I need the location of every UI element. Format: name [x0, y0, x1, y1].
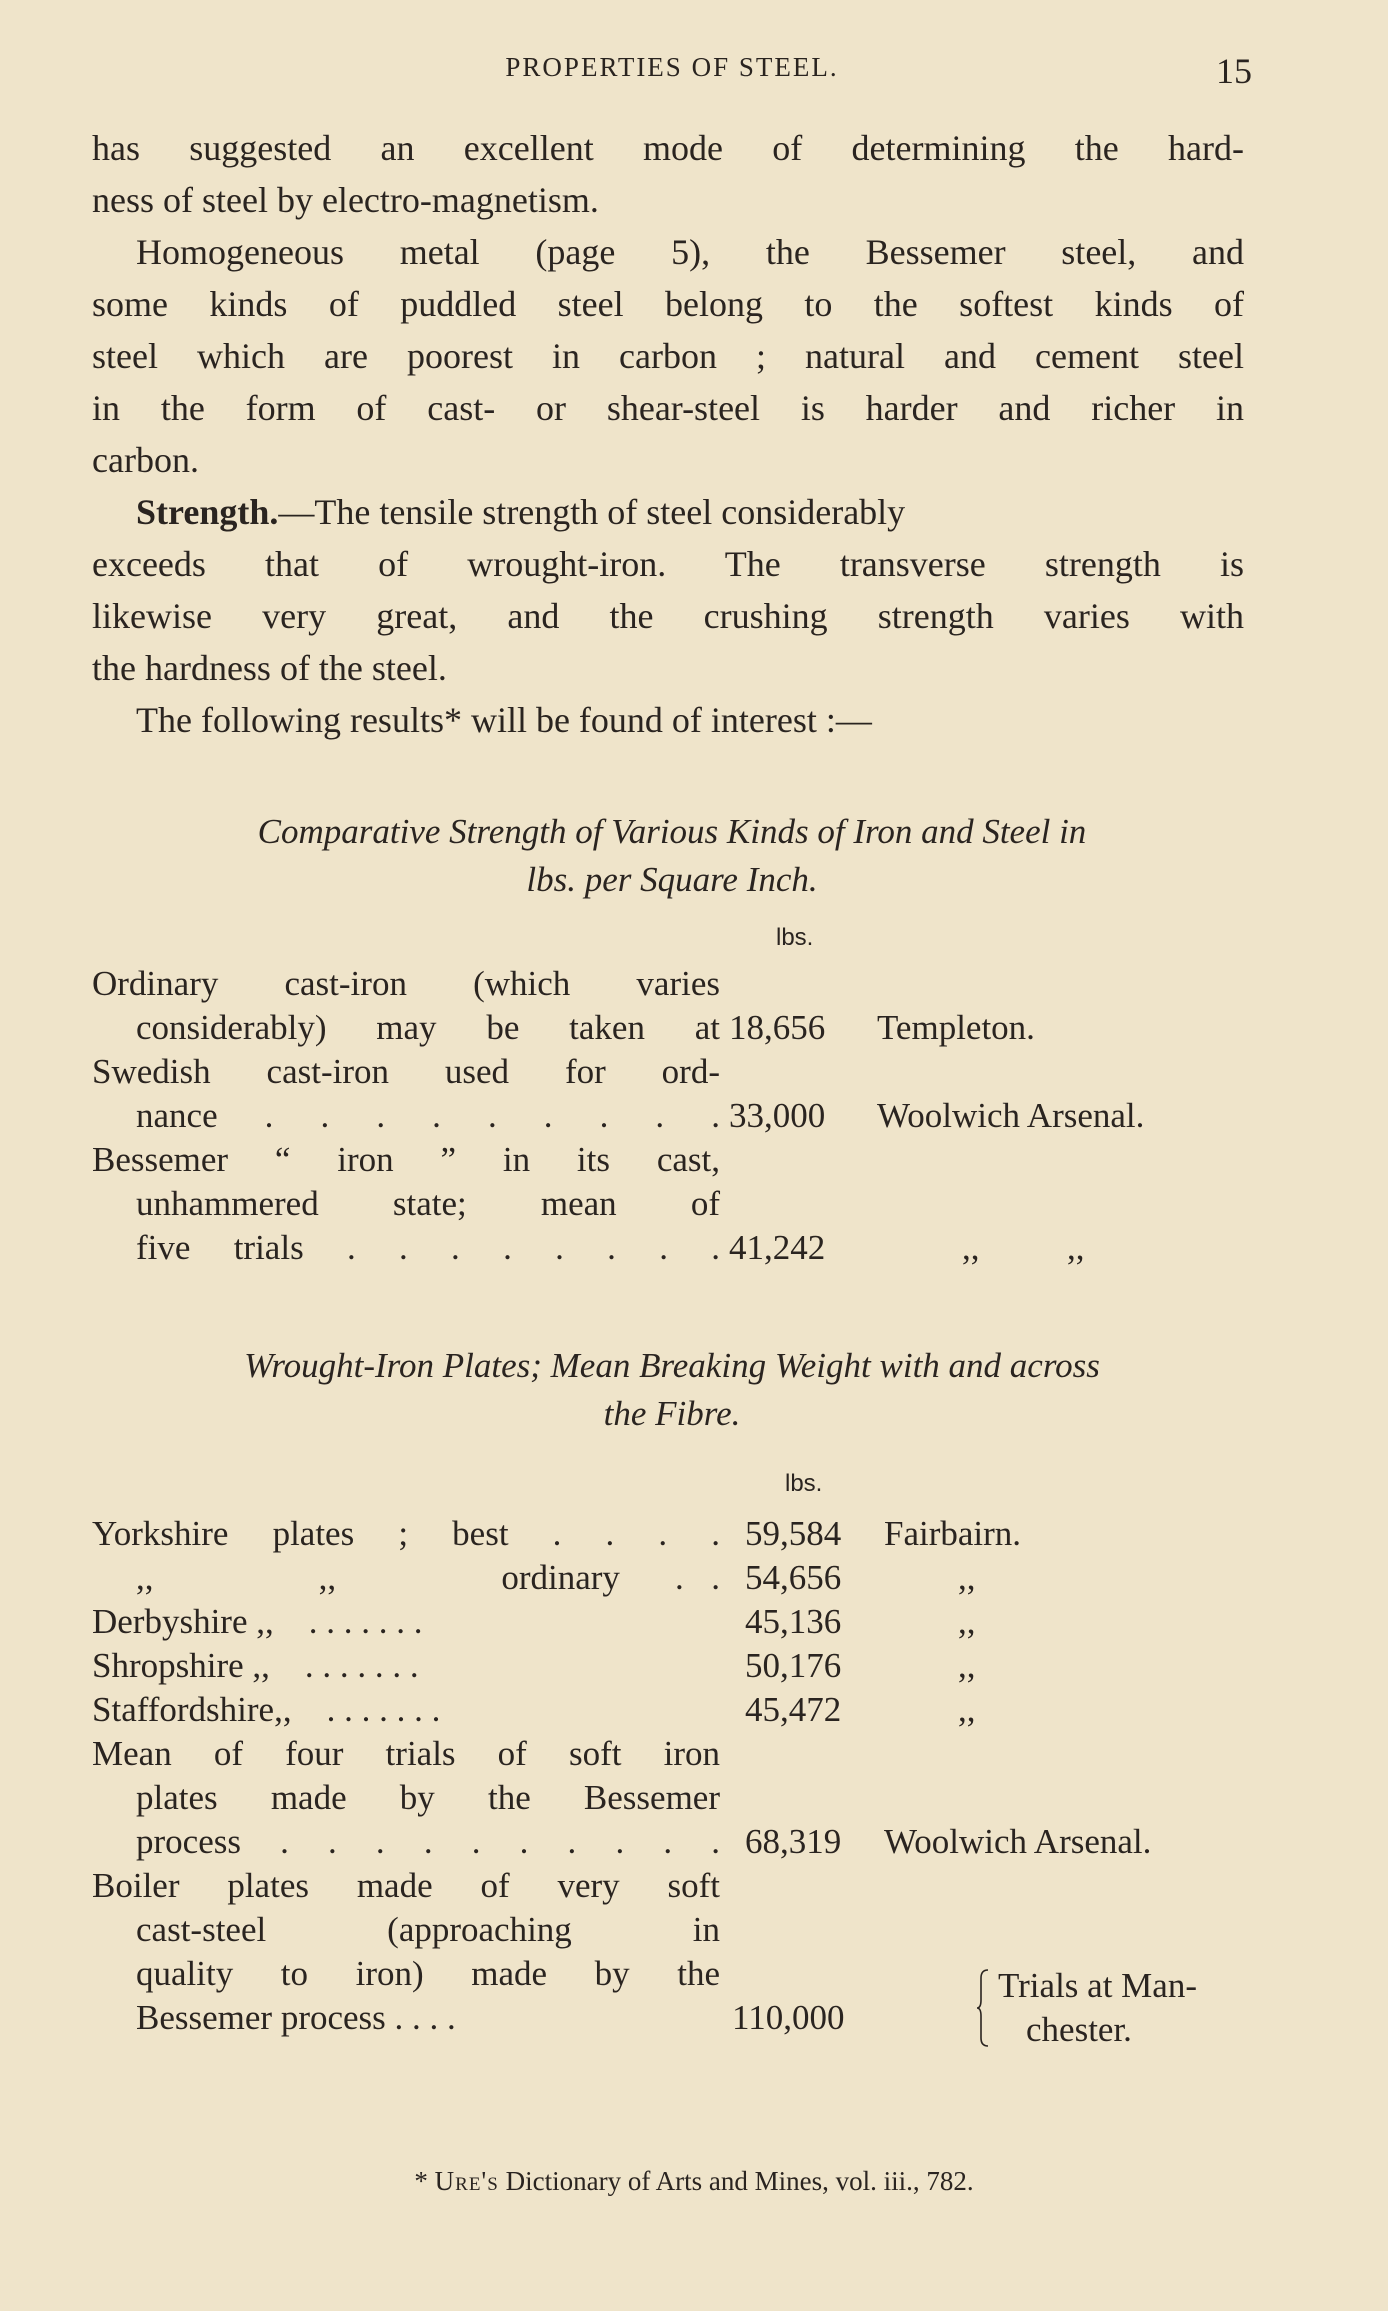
row-label: ,, ,, ordinary . .: [136, 1558, 720, 1597]
table1: [92, 962, 1252, 1270]
table2-caption-line2: the Fibre.: [603, 1394, 741, 1433]
row-value: 59,584: [745, 1514, 842, 1553]
row-source: Fairbairn.: [884, 1514, 1022, 1553]
strength-heading: Strength.: [136, 492, 279, 532]
body-line: steel which are poorest in carbon ; natural and cement steel: [92, 336, 1244, 376]
footnote-marker: *: [414, 2166, 428, 2196]
table1-caption-line1: Comparative Strength of Various Kinds of Iron and Steel in: [257, 812, 1087, 851]
row-source: Templeton.: [877, 1008, 1035, 1047]
body-line: the hardness of the steel.: [92, 648, 447, 688]
table-row: [92, 1600, 1252, 1644]
brace-note-line2: chester.: [1026, 2010, 1132, 2049]
table2-caption-line1: Wrought-Iron Plates; Mean Breaking Weight with and across: [244, 1346, 1100, 1385]
footnote-text: Dictionary of Arts and Mines, vol. iii., 782.: [505, 2166, 974, 2196]
row-value: 110,000: [732, 1998, 845, 2037]
table-row: [92, 1908, 1252, 1952]
table-row: [92, 1864, 1252, 1908]
body-line: ness of steel by electro-magnetism.: [92, 180, 599, 220]
row-source: Woolwich Arsenal.: [877, 1096, 1145, 1135]
table-row: [92, 1182, 1252, 1226]
row-value: 50,176: [745, 1646, 842, 1685]
row-value: 45,136: [745, 1602, 842, 1641]
footnote: [0, 2166, 1388, 2197]
row-label: Bessemer process . . . .: [136, 1998, 456, 2037]
row-value: 18,656: [729, 1008, 826, 1047]
row-label: five trials . . . . . . . .: [136, 1228, 720, 1267]
table1-unit: lbs.: [776, 924, 814, 951]
row-label: unhammered state; mean of: [136, 1184, 720, 1223]
row-label: plates made by the Bessemer: [136, 1778, 720, 1817]
body-line: has suggested an excellent mode of determining the hard-: [92, 128, 1244, 168]
row-label: cast-steel (approaching in: [136, 1910, 720, 1949]
row-label: considerably) may be taken at: [136, 1008, 720, 1047]
row-source: ,,: [958, 1646, 976, 1685]
row-label: Staffordshire,, . . . . . . .: [92, 1690, 441, 1729]
row-label: Ordinary cast-iron (which varies: [92, 964, 720, 1003]
running-head: PROPERTIES OF STEEL.: [505, 52, 839, 82]
page-header: [92, 50, 1252, 90]
row-value: 68,319: [745, 1822, 842, 1861]
table2-unit: lbs.: [785, 1470, 823, 1497]
table1-caption: [92, 808, 1252, 904]
body-line: carbon.: [92, 440, 199, 480]
table-row: [92, 1512, 1252, 1556]
table-row: [92, 1138, 1252, 1182]
table-row: [92, 1820, 1252, 1864]
row-source: ,,: [958, 1690, 976, 1729]
row-source: ,,: [958, 1558, 976, 1597]
row-source: ,, ,,: [962, 1228, 1085, 1267]
row-label: Boiler plates made of very soft: [92, 1866, 720, 1905]
brace-note-text: [998, 1964, 1258, 2052]
row-label: nance . . . . . . . . .: [136, 1096, 720, 1135]
body-line: Homogeneous metal (page 5), the Bessemer steel, and: [136, 232, 1244, 272]
row-label: Bessemer “ iron ” in its cast,: [92, 1140, 720, 1179]
table-row: [92, 1050, 1252, 1094]
table1-caption-line2: lbs. per Square Inch.: [526, 860, 818, 899]
table-row: [92, 1776, 1252, 1820]
table-row: [92, 1094, 1252, 1138]
strength-text: —The tensile strength of steel considerably: [278, 492, 906, 532]
curly-brace-icon: [976, 1968, 990, 2048]
row-label: Swedish cast-iron used for ord-: [92, 1052, 720, 1091]
body-line: exceeds that of wrought-iron. The transverse strength is: [92, 544, 1244, 584]
table-row: [92, 1732, 1252, 1776]
body-line: likewise very great, and the crushing strength varies with: [92, 596, 1244, 636]
brace-note-line1: Trials at Man-: [998, 1966, 1197, 2005]
table2-caption: [92, 1342, 1252, 1438]
row-label: quality to iron) made by the: [136, 1954, 720, 1993]
body-line: in the form of cast- or shear-steel is harder and richer in: [92, 388, 1244, 428]
table-row: [92, 1226, 1252, 1270]
row-label: Shropshire ,, . . . . . . .: [92, 1646, 419, 1685]
body-line-strength: [92, 486, 1244, 538]
row-label: process . . . . . . . . . .: [136, 1822, 720, 1861]
table-row: [92, 962, 1252, 1006]
row-source: ,,: [958, 1602, 976, 1641]
row-value: 45,472: [745, 1690, 842, 1729]
row-value: 41,242: [729, 1228, 826, 1267]
table-row: [92, 1006, 1252, 1050]
table-row: [92, 1688, 1252, 1732]
body-paragraphs: [92, 122, 1244, 746]
row-label: Yorkshire plates ; best . . . .: [92, 1514, 720, 1553]
row-label: Mean of four trials of soft iron: [92, 1734, 720, 1773]
table2: [92, 1512, 1252, 2049]
row-source: Woolwich Arsenal.: [884, 1822, 1152, 1861]
row-value: 33,000: [729, 1096, 826, 1135]
table-row: [92, 1644, 1252, 1688]
row-value: 54,656: [745, 1558, 842, 1597]
body-line: some kinds of puddled steel belong to the softest kinds of: [92, 284, 1244, 324]
footnote-author: Ure's: [434, 2166, 499, 2196]
row-label: Derbyshire ,, . . . . . . .: [92, 1602, 423, 1641]
table-row: [92, 1556, 1252, 1600]
body-line: The following results* will be found of interest :—: [136, 700, 872, 740]
page-number: 15: [1216, 51, 1252, 91]
